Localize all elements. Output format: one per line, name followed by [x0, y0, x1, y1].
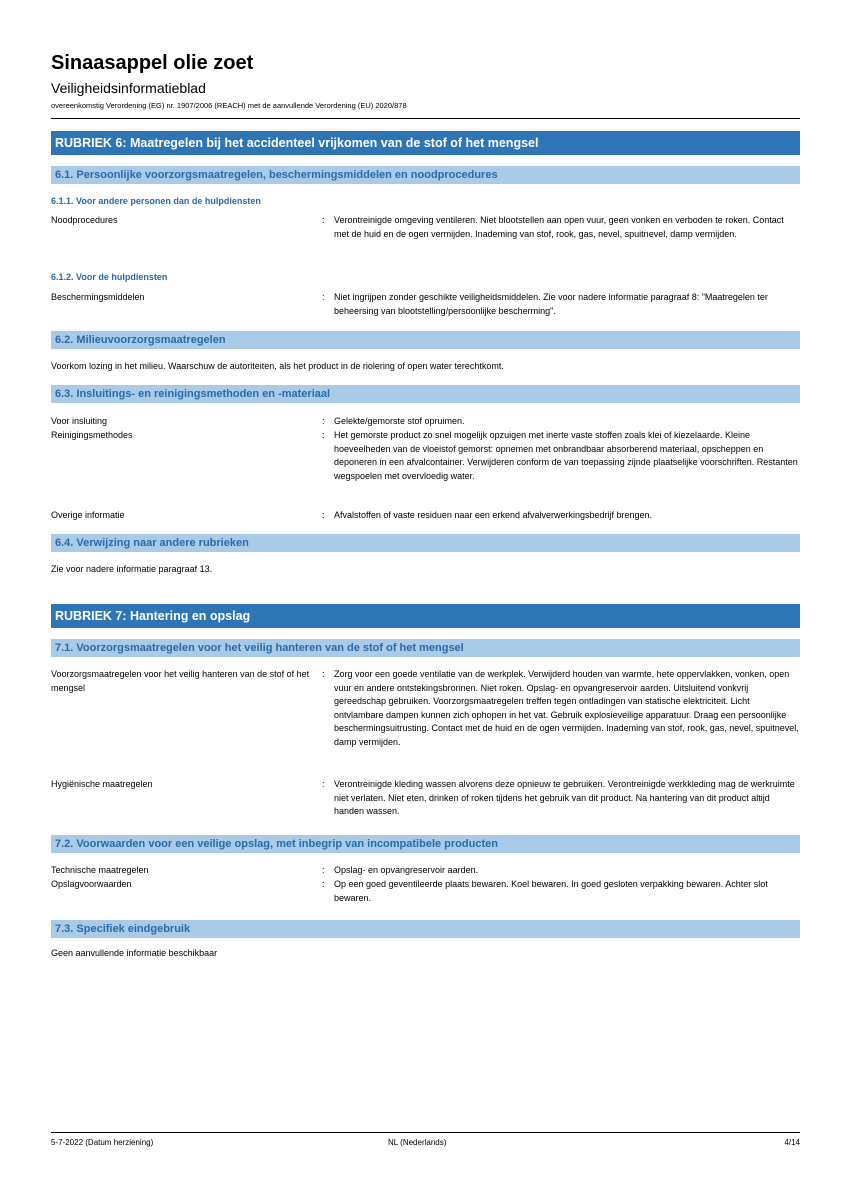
section-6-4-text: Zie voor nadere informatie paragraaf 13.	[51, 564, 213, 574]
section-7-2-header: 7.2. Voorwaarden voor een veilige opslag, met inbegrip van incompatibele producten	[51, 835, 800, 853]
row-colon: :	[322, 779, 325, 789]
document-subtitle: Veiligheidsinformatieblad	[51, 80, 206, 96]
section-6-2-text: Voorkom lozing in het milieu. Waarschuw de autoriteiten, als het product in de riolering of open water terechtkomt.	[51, 361, 504, 371]
row-value: Op een goed geventileerde plaats bewaren. Koel bewaren. In goed gesloten verpakking bewaren. Achter slot bewaren.	[334, 879, 768, 903]
row-value: Gelekte/gemorste stof opruimen.	[334, 416, 465, 426]
row-label: Noodprocedures	[51, 215, 118, 225]
row-label: Voor insluiting	[51, 416, 108, 426]
row-label: Opslagvoorwaarden	[51, 879, 132, 889]
row-colon: :	[322, 879, 325, 889]
row-value: Opslag- en opvangreservoir aarden.	[334, 865, 479, 875]
row-value: Zorg voor een goede ventilatie van de werkplek. Verwijderd houden van warmte, hete oppervlakken, vonken, open vuur en andere ontstekingsbronnen. Niet roken. Opslag- en opvangreservoir aarden. Uitsluitend vonkvrij gereedschap gebruiken. Voorzorgsmaatregelen treffen tegen ontladingen van statische elektriciteit. Licht ontvlambare dampen kunnen zich ophopen in het vat. Gebruik explosieveilige apparatuur. Draag een persoonlijke beschermingsuitrusting. Contact met de huid en de ogen vermijden. Inademing van stof, rook, gas, nevel, spuitnevel, damp vermijden.	[334, 669, 799, 747]
section-6-1-1-header: 6.1.1. Voor andere personen dan de hulpdiensten	[51, 196, 261, 206]
row-label: Reinigingsmethodes	[51, 430, 133, 440]
row-label: Voorzorgsmaatregelen voor het veilig hanteren van de stof of het mengsel	[51, 669, 310, 693]
row-label: Beschermingsmiddelen	[51, 292, 145, 302]
header-divider	[51, 118, 800, 119]
section-6-1-2-header: 6.1.2. Voor de hulpdiensten	[51, 272, 168, 282]
footer-page-number: 4/14	[784, 1138, 800, 1147]
row-value: Afvalstoffen of vaste residuen naar een erkend afvalverwerkingsbedrijf brengen.	[334, 510, 653, 520]
section-6-4-header: 6.4. Verwijzing naar andere rubrieken	[51, 534, 800, 552]
row-colon: :	[322, 510, 325, 520]
row-colon: :	[322, 215, 325, 225]
section-7-1-header: 7.1. Voorzorgsmaatregelen voor het veilig hanteren van de stof of het mengsel	[51, 639, 800, 657]
row-value: Het gemorste product zo snel mogelijk opzuigen met inerte vaste stoffen zoals klei of kiezelaarde. Kleine hoeveelheden van de vloeistof gemorst: opnemen met onbrandbaar absorberend materiaal, opscheppen en deponeren in een afvalcontainer. Verwijderen conform de van toepassing zijnde plaatselijke voorschriften. Restanten wegspoelen met overvloedig water.	[334, 430, 798, 481]
section-6-1-header: 6.1. Persoonlijke voorzorgsmaatregelen, beschermingsmiddelen en noodprocedures	[51, 166, 800, 184]
document-title: Sinaasappel olie zoet	[51, 52, 254, 74]
row-colon: :	[322, 669, 325, 679]
row-value: Verontreinigde kleding wassen alvorens deze opnieuw te gebruiken. Verontreinigde werkkleding mag de werkruimte niet verlaten. Niet eten, drinken of roken tijdens het gebruik van dit product. Na hantering van dit product altijd handen wassen.	[334, 779, 795, 817]
section-6-header: RUBRIEK 6: Maatregelen bij het accidenteel vrijkomen van de stof of het mengsel	[51, 131, 800, 155]
footer-language: NL (Nederlands)	[388, 1138, 447, 1147]
regulation-reference: overeenkomstig Verordening (EG) nr. 1907/2006 (REACH) met de aanvullende Verordening (EU) 2020/878	[51, 101, 407, 110]
row-value: Niet ingrijpen zonder geschikte veiligheidsmiddelen. Zie voor nadere informatie paragraaf 8: "Maatregelen ter beheersing van blootstelling/persoonlijke bescherming".	[334, 292, 768, 316]
footer-revision-date: 5-7-2022 (Datum herziening)	[51, 1138, 154, 1147]
row-colon: :	[322, 430, 325, 440]
section-7-header: RUBRIEK 7: Hantering en opslag	[51, 604, 800, 628]
row-colon: :	[322, 416, 325, 426]
section-7-3-text: Geen aanvullende informatie beschikbaar	[51, 948, 218, 958]
row-colon: :	[322, 292, 325, 302]
row-label: Technische maatregelen	[51, 865, 149, 875]
row-label: Hygiënische maatregelen	[51, 779, 153, 789]
section-7-3-header: 7.3. Specifiek eindgebruik	[51, 920, 800, 938]
row-label: Overige informatie	[51, 510, 125, 520]
footer-divider	[51, 1132, 800, 1133]
section-6-3-header: 6.3. Insluitings- en reinigingsmethoden en -materiaal	[51, 385, 800, 403]
section-6-2-header: 6.2. Milieuvoorzorgsmaatregelen	[51, 331, 800, 349]
row-colon: :	[322, 865, 325, 875]
row-value: Verontreinigde omgeving ventileren. Niet blootstellen aan open vuur, geen vonken en verboden te roken. Contact met de huid en de ogen vermijden. Inademing van stof, rook, gas, nevel, spuitnevel, damp vermijden.	[334, 215, 784, 239]
